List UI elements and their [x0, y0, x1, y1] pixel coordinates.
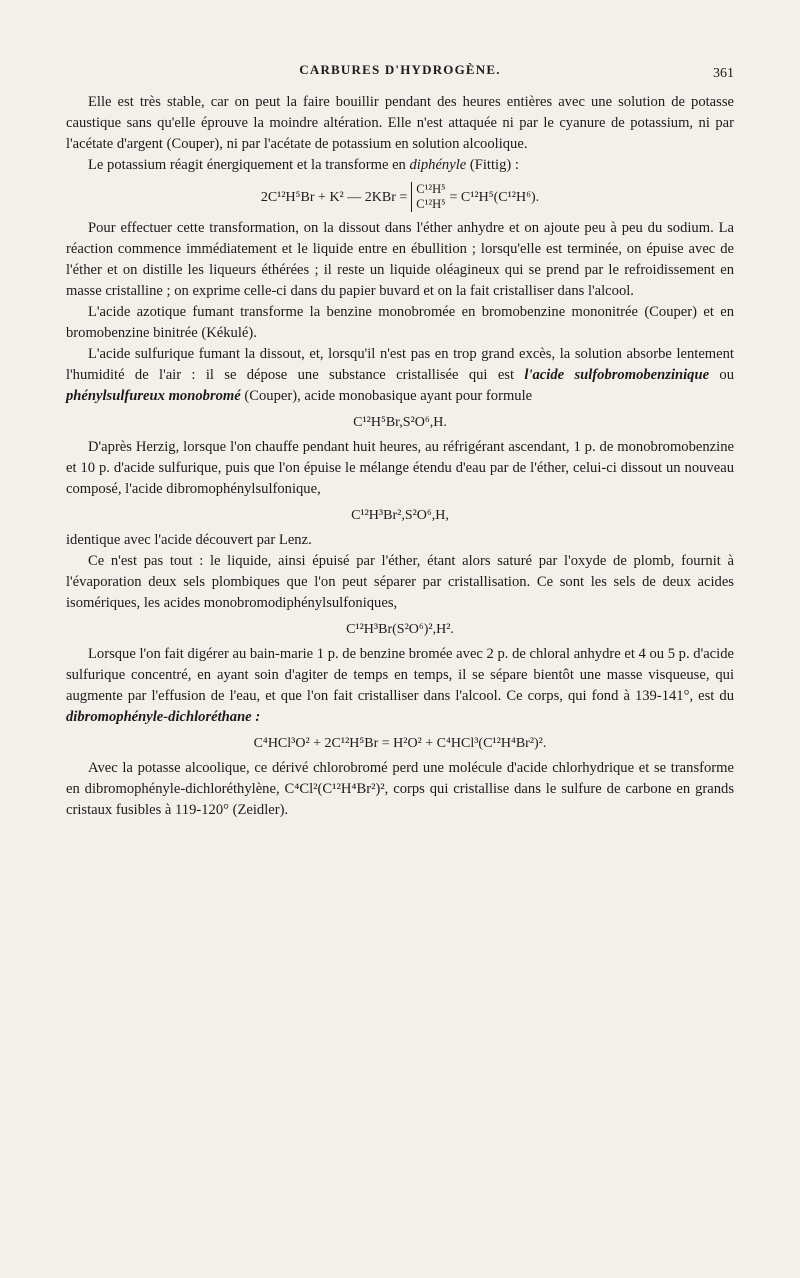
formula: C¹²H⁵Br,S²O⁶,H.	[353, 415, 447, 430]
paragraph: D'après Herzig, lorsque l'on chauffe pendant huit heures, au réfrigérant ascendant, 1 p. de monobromobenzine et 10 p. d'acide sulfurique, puis que l'on épuise le mélange étendu d'eau par de l'éther, celui-ci dissout un nouveau composé, l'acide dibromophénylsulfonique,	[66, 439, 734, 497]
emphasis: dibromophényle-dichloréthane :	[66, 709, 261, 725]
paragraph	[66, 155, 734, 176]
paragraph: L'acide azotique fumant transforme la benzine monobromée en bromobenzine mononitrée (Couper) et en bromobenzine binitrée (Kékulé).	[66, 304, 734, 341]
equation-left: 2C¹²H⁵Br + K² — 2KBr =	[260, 189, 408, 205]
paragraph	[66, 644, 734, 728]
paragraph: Pour effectuer cette transformation, on la dissout dans l'éther anhydre et on ajoute peu à peu du sodium. La réaction commence immédiatement et le liquide entre en ébullition ; lorsqu'elle est terminée, on épuise avec de l'éther et on distille les liqueurs éthérées ; il reste un liquide oléagineux qui se prend par le refroidissement en masse cristalline ; on exprime celle-ci dans du papier buvard et on la fait cristalliser dans l'alcool.	[66, 220, 734, 299]
emphasis: diphényle	[409, 157, 467, 173]
paragraph: identique avec l'acide découvert par Lenz.	[66, 532, 312, 548]
running-title: CARBURES D'HYDROGÈNE.	[299, 62, 501, 77]
body-text	[66, 92, 734, 821]
text-run: Lorsque l'on fait digérer au bain-marie 1 p. de benzine bromée avec 2 p. de chloral anhydre et 4 ou 5 p. d'acide sulfurique concentré, en ayant soin d'agiter de temps en temps, il se sépare bientôt une masse visqueuse, qui augmente par l'effusion de l'eau, et que l'on fait cristalliser dans l'alcool. Ce corps, qui fond à 139-141°, est du	[66, 646, 734, 704]
formula: C⁴HCl³O² + 2C¹²H⁵Br = H²O² + C⁴HCl³(C¹²H⁴Br²)².	[253, 736, 547, 751]
emphasis: phénylsulfureux monobromé	[66, 388, 241, 404]
page-number: 361	[713, 66, 734, 81]
text-run: L'acide sulfurique fumant la dissout, et, lorsqu'il n'est pas en trop grand excès, la solution absorbe lentement l'humidité de l'air : il se dépose une substance cristallisée qui est	[66, 346, 734, 383]
brace-group	[411, 182, 445, 212]
formula: C¹²H³Br(S²O⁶)²,H².	[346, 622, 454, 637]
formula: C¹²H³Br²,S²O⁶,H,	[351, 508, 449, 523]
brace-bottom: C¹²H⁵	[416, 197, 446, 211]
page-header	[66, 62, 734, 84]
paragraph: Elle est très stable, car on peut la faire bouillir pendant des heures entières avec une solution de potasse caustique sans qu'elle éprouve la moindre altération. Elle n'est attaquée ni par le cyanure de potassium, ni par l'acétate d'argent (Couper), ni par l'acétate de potassium en solution alcoolique.	[66, 94, 734, 152]
text-run: Le potassium réagit énergiquement et la transforme en	[88, 157, 410, 173]
equation-right: = C¹²H⁵(C¹²H⁶).	[449, 189, 540, 205]
paragraph	[66, 344, 734, 407]
text-run: ou	[709, 367, 734, 383]
paragraph: Ce n'est pas tout : le liquide, ainsi épuisé par l'éther, étant alors saturé par l'oxyde de plomb, fournit à l'évaporation deux sels plombiques que l'on peut séparer par cristallisation. Ce sont les sels de deux acides isomériques, les acides monobromodiphénylsulfoniques,	[66, 553, 734, 611]
brace-top: C¹²H⁵	[416, 182, 446, 196]
emphasis: l'acide sulfobromobenzinique	[524, 367, 710, 383]
text-run: (Fittig) :	[466, 157, 519, 173]
paragraph: Avec la potasse alcoolique, ce dérivé chlorobromé perd une molécule d'acide chlorhydrique et se transforme en dibromophényle-dichloréthylène, C⁴Cl²(C¹²H⁴Br²)², corps qui cristallise dans le sulfure de carbone en grands cristaux fusibles à 119-120° (Zeidler).	[66, 760, 734, 818]
text-run: (Couper), acide monobasique ayant pour formule	[240, 388, 533, 404]
equation-diphenyle	[66, 182, 734, 212]
